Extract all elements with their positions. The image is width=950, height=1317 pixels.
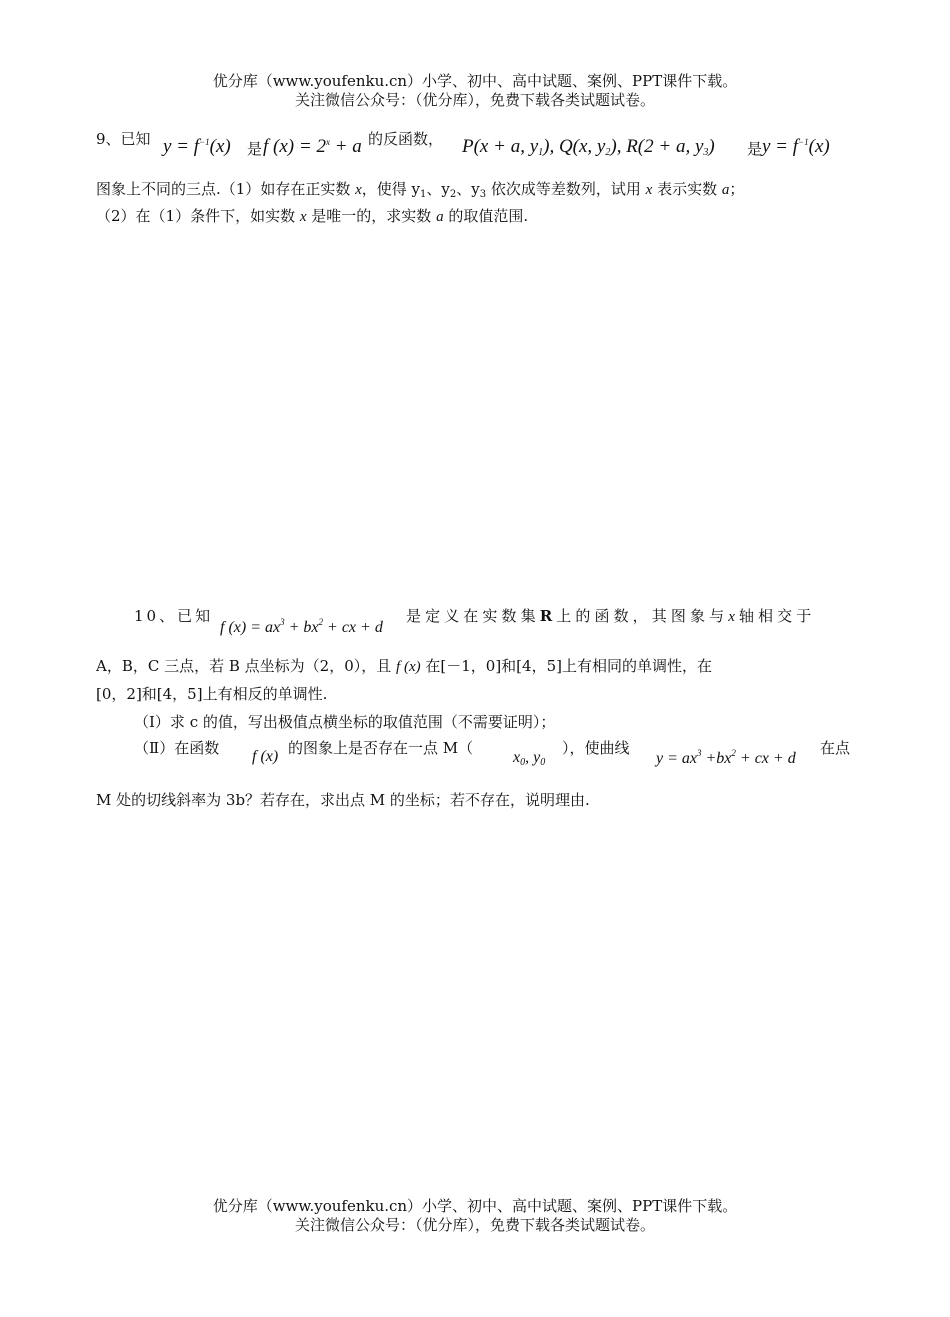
q10-l2-f: f (x) <box>396 659 421 675</box>
q10-text-1 <box>406 605 815 626</box>
q9-l2-f: 表示实数 <box>652 180 722 198</box>
q10-t1-a: 是定义在实数集 <box>406 607 540 625</box>
q9-l2-s2: 2 <box>449 189 457 200</box>
q9-l2-a2: a <box>721 182 730 198</box>
q9-math3-sub1: 1 <box>538 147 544 158</box>
q9-math4-sup: −1 <box>798 137 809 147</box>
q9-l3-x: x <box>299 209 307 225</box>
q9-l3-b: 是唯一的，求实数 <box>306 207 437 225</box>
q9-function-formula <box>263 136 362 158</box>
q10-p2-s1: 0 <box>540 757 546 768</box>
q9-l3-a: （2）在（1）条件下，如实数 <box>96 207 300 225</box>
q9-math4-part-b: (x) <box>808 136 830 157</box>
q9-math3-part-a: P(x + a, y <box>462 136 539 157</box>
q9-l2-x: x <box>355 182 362 198</box>
q10-point-m-coords <box>513 749 545 768</box>
q9-math3-part-d: ) <box>708 136 715 157</box>
q9-math2-sup: x <box>325 137 330 147</box>
q10-t1-R: R <box>539 607 557 625</box>
q9-l2-s1: 1 <box>420 189 427 200</box>
q10-p2m-c: + cx + d <box>735 750 796 767</box>
q9-l2-a: 图象上不同的三点.（1）如存在正实数 <box>96 180 356 198</box>
q9-math3-part-b: ), Q(x, y <box>543 136 606 157</box>
q10-part-2-fx: f (x) <box>252 748 279 765</box>
q9-text-1: 的反函数， <box>368 130 444 148</box>
header-line-1: 优分库（www.youfenku.cn）小学、初中、高中试题、案例、PPT课件下载。 <box>212 72 738 90</box>
q9-line-3 <box>96 205 528 226</box>
footer-line-1: 优分库（www.youfenku.cn）小学、初中、高中试题、案例、PPT课件下载。 <box>212 1197 738 1215</box>
q10-p2m-s1: 3 <box>697 748 702 758</box>
q10-p2m-b: +bx <box>701 750 732 767</box>
q9-math3-sub3: 3 <box>703 147 709 158</box>
q10-m1-a: f (x) = ax <box>220 619 281 636</box>
q9-is-2: 是 <box>747 140 763 158</box>
q9-is-1: 是 <box>247 140 263 158</box>
q9-lead: 9、已知 <box>96 130 151 148</box>
q10-line-2 <box>96 655 712 676</box>
q9-math1-part-a: y = f <box>163 136 200 157</box>
q9-math1-sup: −1 <box>199 137 210 147</box>
q10-p2m-s2: 2 <box>731 748 736 758</box>
q10-part-2-end: 在点 <box>820 739 851 757</box>
q9-inverse-function-formula <box>163 136 231 158</box>
q10-part-2-text: 的图象上是否存在一点 M（ <box>288 739 474 757</box>
q10-m1-s1: 3 <box>280 617 285 627</box>
q10-cubic-formula <box>220 617 383 637</box>
q9-math2-part-a: f (x) = 2 <box>263 136 326 157</box>
q9-points-formula <box>462 136 715 158</box>
q9-math3-sub2: 2 <box>605 147 611 158</box>
q10-p2-x: x <box>513 749 521 766</box>
q9-inverse-function-formula-2 <box>762 136 830 158</box>
q10-part-1: （Ⅰ）求 c 的值，写出极值点横坐标的取值范围（不需要证明）； <box>134 713 556 731</box>
q10-m1-b: + bx <box>284 619 319 636</box>
q9-l2-s3: 3 <box>479 189 487 200</box>
q10-t1-c: 轴相交于 <box>738 607 816 625</box>
q9-math1-part-b: (x) <box>209 136 231 157</box>
q10-p2-s0: 0 <box>520 757 526 768</box>
q9-l2-b: ，使得 y <box>361 180 421 198</box>
q10-l2-b: 在[－1，0]和[4，5]上有相同的单调性，在 <box>420 657 712 675</box>
q9-math4-part-a: y = f <box>762 136 799 157</box>
page-footer <box>0 1197 950 1235</box>
q9-line-2 <box>96 178 744 200</box>
q9-l3-a2: a <box>436 209 444 225</box>
q10-m1-s2: 2 <box>318 617 324 627</box>
q9-math3-part-c: ), R(2 + a, y <box>610 136 704 157</box>
q10-line-3: [0，2]和[4，5]上有相反的单调性. <box>96 685 328 703</box>
header-line-2: 关注微信公众号：（优分库），免费下载各类试题试卷。 <box>294 91 655 109</box>
q9-math2-part-b: + a <box>329 136 362 157</box>
q10-t1-x: x <box>728 609 739 625</box>
q10-part-2-lead: （Ⅱ）在函数 <box>134 739 220 757</box>
q10-t1-b: 上的函数，其图象与 <box>556 607 729 625</box>
q10-p2m-a: y = ax <box>656 750 697 767</box>
q10-l2-a: A，B，C 三点，若 B 点坐标为（2，0），且 <box>96 657 397 675</box>
q10-curve-formula <box>656 748 796 768</box>
q10-part-2-text-2: ），使曲线 <box>562 739 630 757</box>
q9-l3-c: 的取值范围. <box>443 207 529 225</box>
q10-last-line: M 处的切线斜率为 3b？若存在，求出点 M 的坐标；若不存在，说明理由. <box>96 791 590 809</box>
q9-l2-e: 依次成等差数列，试用 <box>486 180 646 198</box>
footer-line-2: 关注微信公众号：（优分库），免费下载各类试题试卷。 <box>294 1216 655 1234</box>
q10-p2-c: , y <box>525 749 541 766</box>
q10-lead: 10、已知 <box>134 607 214 625</box>
q10-m1-c: + cx + d <box>323 619 383 636</box>
page-header <box>0 72 950 110</box>
q9-l2-g: ； <box>729 180 745 198</box>
q9-l2-d: 、y <box>456 180 480 198</box>
q9-l2-x2: x <box>645 182 653 198</box>
q9-l2-c: 、y <box>426 180 450 198</box>
